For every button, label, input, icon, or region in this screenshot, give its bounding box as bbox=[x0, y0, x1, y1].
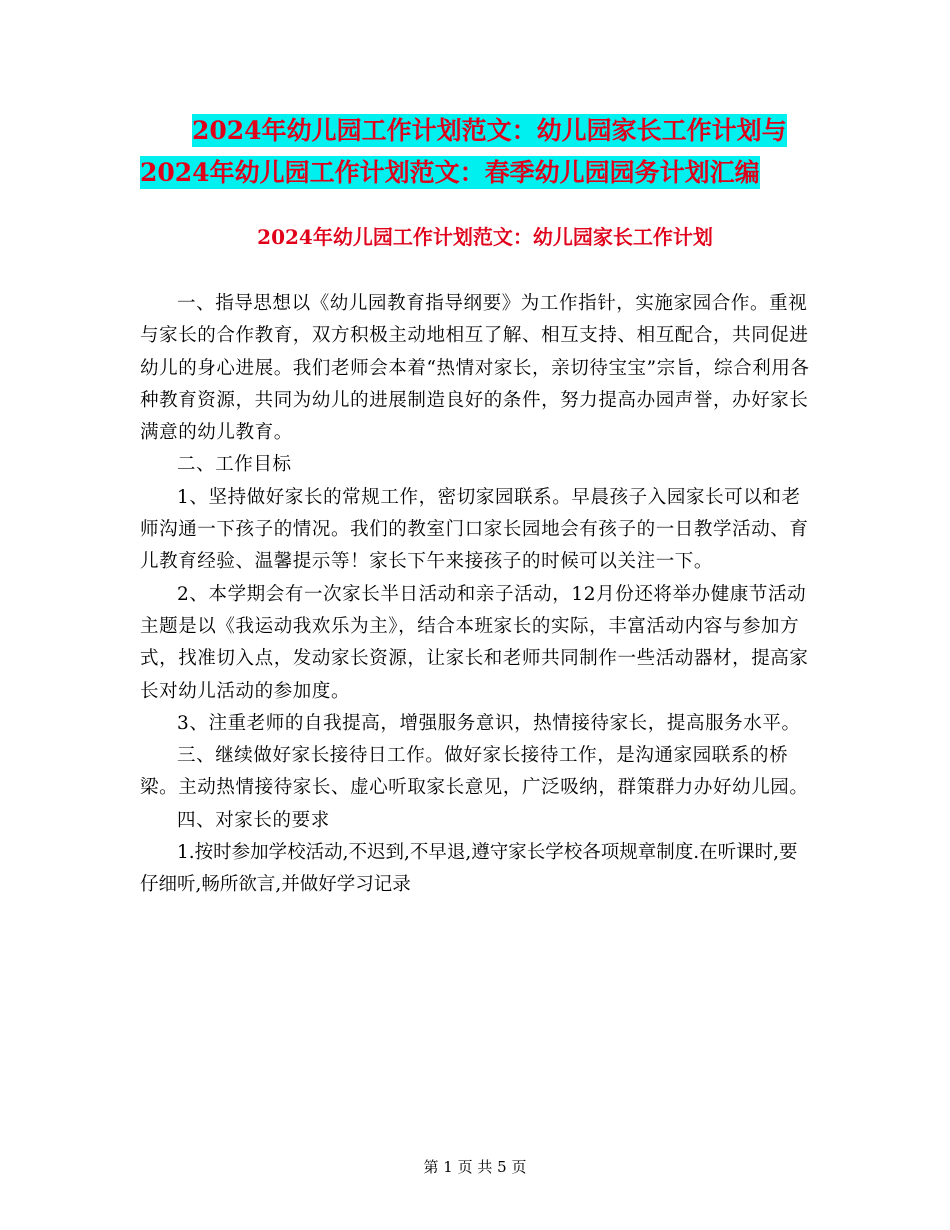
paragraph-guiding-ideology: 一、指导思想以《幼儿园教育指导纲要》为工作指针，实施家园合作。重视与家长的合作教育，双方积极主动地相互了解、相互支持、相互配合，共同促进幼儿的身心进展。我们老师会本着“热情对家长，亲切待宝宝”宗旨，综合利用各种教育资源，共同为幼儿的进展制造良好的条件，努力提高办园声誉，办好家长满意的幼儿教育。 bbox=[140, 293, 810, 444]
title-line-2 bbox=[140, 152, 830, 194]
title-line-1 bbox=[140, 110, 830, 152]
title-line-2-text: 2024年幼儿园工作计划范文：春季幼儿园园务计划汇编 bbox=[140, 158, 760, 187]
document-body bbox=[140, 288, 810, 902]
title-line-1-text: 2024年幼儿园工作计划范文：幼儿园家长工作计划与 bbox=[192, 116, 787, 145]
page-footer: 第 1 页 共 5 页 bbox=[423, 1158, 527, 1176]
document-title bbox=[140, 110, 830, 194]
paragraph-goals-heading: 二、工作目标 bbox=[177, 454, 292, 476]
paragraph-goal-3: 3、注重老师的自我提高，增强服务意识，热情接待家长，提高服务水平。 bbox=[177, 712, 801, 734]
paragraph-goal-1: 1、坚持做好家长的常规工作，密切家园联系。早晨孩子入园家长可以和老师沟通一下孩子的情况。我们的教室门口家长园地会有孩子的一日教学活动、育儿教育经验、温馨提示等！家长下午来接孩子的时候可以关注一下。 bbox=[140, 486, 809, 573]
paragraph-goal-2: 2、本学期会有一次家长半日活动和亲子活动，12月份还将举办健康节活动主题是以《我运动我欢乐为主》，结合本班家长的实际，丰富活动内容与参加方式，找准切入点，发动家长资源，让家长和老师共同制作一些活动器材，提高家长对幼儿活动的参加度。 bbox=[140, 583, 809, 702]
section-heading: 2024年幼儿园工作计划范文：幼儿园家长工作计划 bbox=[257, 225, 713, 249]
paragraph-parent-requirements-heading: 四、对家长的要求 bbox=[177, 809, 330, 831]
paragraph-reception-day: 三、继续做好家长接待日工作。做好家长接待工作，是沟通家园联系的桥梁。主动热情接待家长、虚心听取家长意见，广泛吸纳，群策群力办好幼儿园。 bbox=[140, 745, 809, 799]
paragraph-requirement-1: 1.按时参加学校活动,不迟到,不早退,遵守家长学校各项规章制度.在听课时,要仔细听,畅所欲言,并做好学习记录 bbox=[140, 842, 798, 896]
